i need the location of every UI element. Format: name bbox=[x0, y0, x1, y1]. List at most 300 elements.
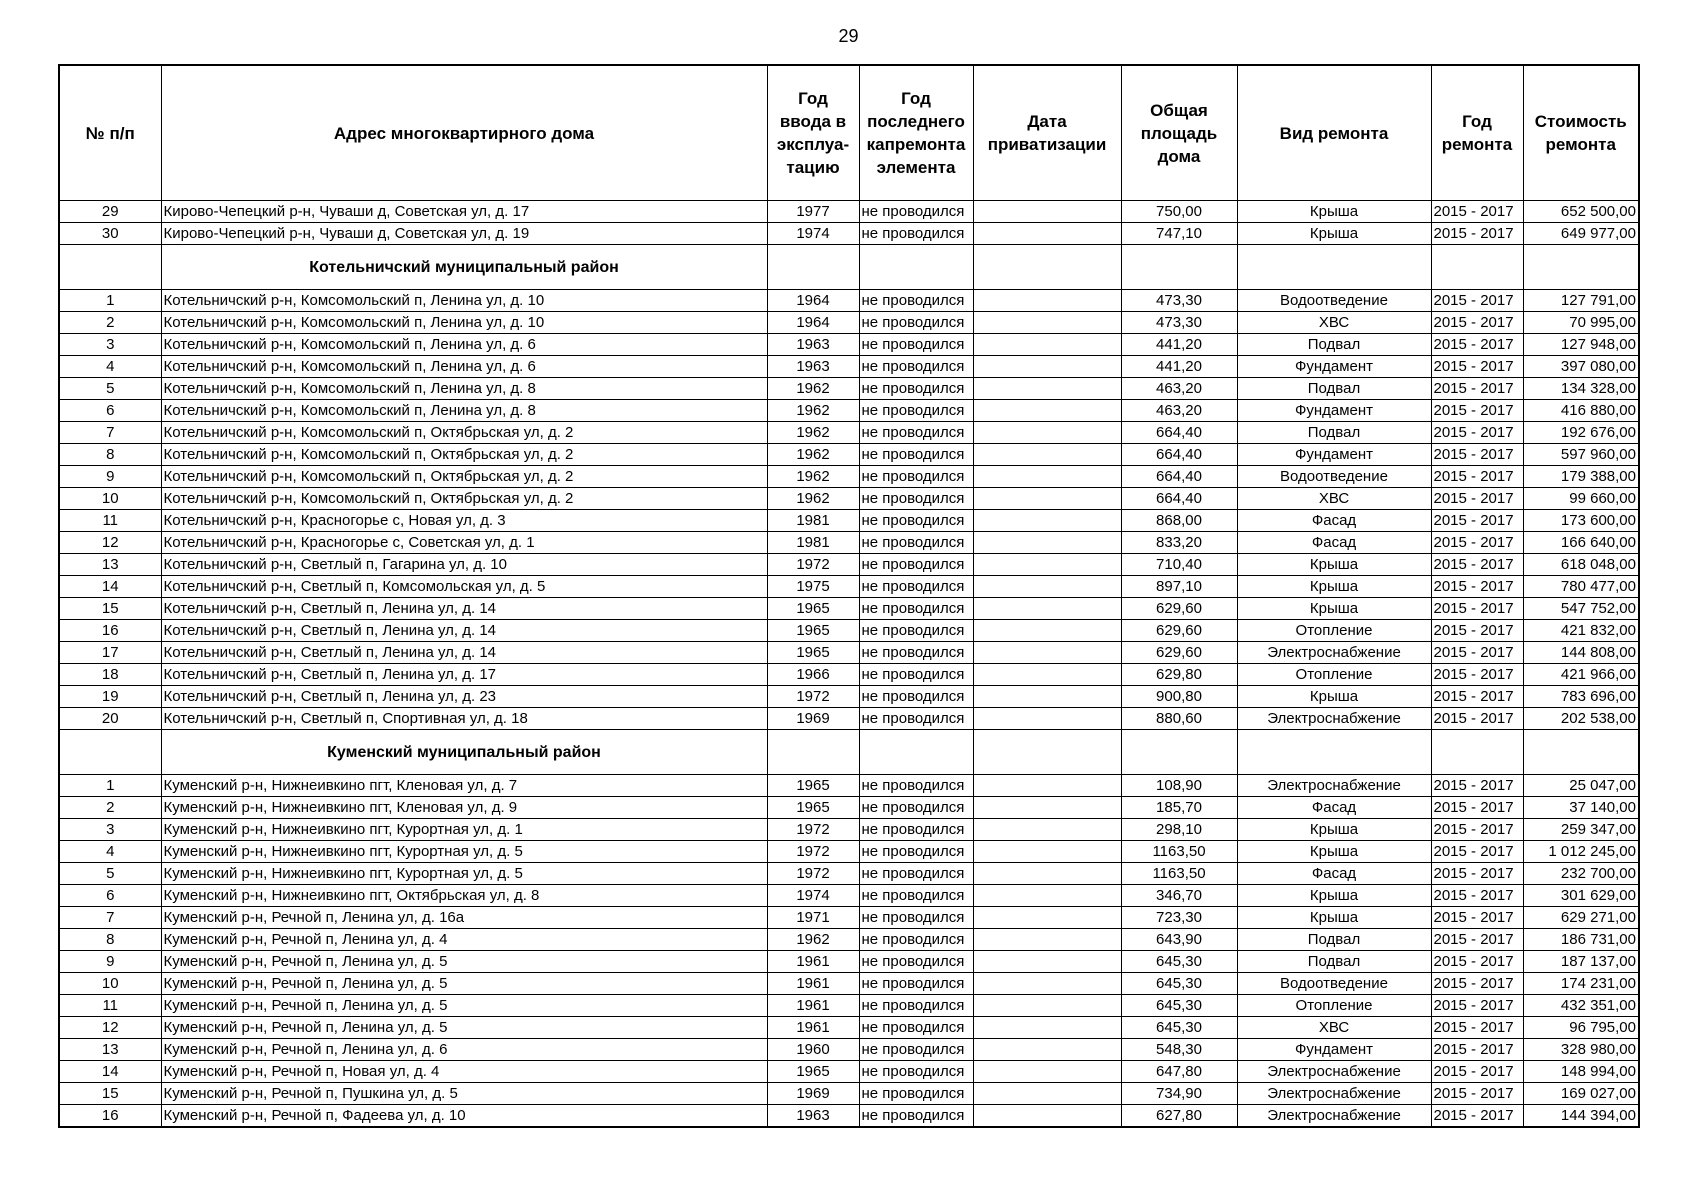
cell-repair-type: Электроснабжение bbox=[1237, 642, 1431, 664]
cell-address: Котельничский р-н, Красногорье с, Советская ул, д. 1 bbox=[161, 532, 767, 554]
section-empty-cell bbox=[859, 245, 973, 290]
cell-year: 1965 bbox=[767, 598, 859, 620]
cell-repair-type: Крыша bbox=[1237, 841, 1431, 863]
cell-year: 1981 bbox=[767, 510, 859, 532]
cell-address: Кирово-Чепецкий р-н, Чуваши д, Советская ул, д. 17 bbox=[161, 201, 767, 223]
cell-num: 1 bbox=[59, 290, 161, 312]
cell-area: 629,60 bbox=[1121, 598, 1237, 620]
cell-privatization bbox=[973, 1083, 1121, 1105]
cell-cost: 179 388,00 bbox=[1523, 466, 1639, 488]
cell-year: 1969 bbox=[767, 708, 859, 730]
cell-num: 18 bbox=[59, 664, 161, 686]
cell-repair-type: Отопление bbox=[1237, 664, 1431, 686]
cell-repair-type: Фасад bbox=[1237, 863, 1431, 885]
cell-repair-year: 2015 - 2017 bbox=[1431, 819, 1523, 841]
cell-area: 747,10 bbox=[1121, 223, 1237, 245]
cell-last-repair: не проводился bbox=[859, 510, 973, 532]
cell-num: 14 bbox=[59, 576, 161, 598]
section-header-row bbox=[59, 245, 1639, 290]
cell-privatization bbox=[973, 1039, 1121, 1061]
cell-year: 1964 bbox=[767, 312, 859, 334]
cell-last-repair: не проводился bbox=[859, 664, 973, 686]
cell-address: Котельничский р-н, Комсомольский п, Октябрьская ул, д. 2 bbox=[161, 422, 767, 444]
cell-cost: 652 500,00 bbox=[1523, 201, 1639, 223]
cell-num: 6 bbox=[59, 885, 161, 907]
section-empty-cell bbox=[973, 730, 1121, 775]
table-header-row bbox=[59, 65, 1639, 201]
cell-year: 1981 bbox=[767, 532, 859, 554]
cell-repair-year: 2015 - 2017 bbox=[1431, 598, 1523, 620]
cell-last-repair: не проводился bbox=[859, 312, 973, 334]
cell-year: 1961 bbox=[767, 995, 859, 1017]
cell-num: 8 bbox=[59, 929, 161, 951]
section-title: Куменский муниципальный район bbox=[161, 730, 767, 775]
cell-repair-year: 2015 - 2017 bbox=[1431, 554, 1523, 576]
cell-year: 1962 bbox=[767, 488, 859, 510]
cell-last-repair: не проводился bbox=[859, 466, 973, 488]
table-row bbox=[59, 686, 1639, 708]
section-empty-cell bbox=[59, 245, 161, 290]
cell-num: 12 bbox=[59, 1017, 161, 1039]
table-row bbox=[59, 312, 1639, 334]
cell-year: 1961 bbox=[767, 973, 859, 995]
section-empty-cell bbox=[767, 730, 859, 775]
cell-privatization bbox=[973, 642, 1121, 664]
cell-area: 463,20 bbox=[1121, 400, 1237, 422]
cell-privatization bbox=[973, 356, 1121, 378]
cell-area: 629,80 bbox=[1121, 664, 1237, 686]
cell-year: 1974 bbox=[767, 885, 859, 907]
cell-repair-year: 2015 - 2017 bbox=[1431, 334, 1523, 356]
cell-last-repair: не проводился bbox=[859, 422, 973, 444]
cell-repair-type: ХВС bbox=[1237, 1017, 1431, 1039]
cell-cost: 169 027,00 bbox=[1523, 1083, 1639, 1105]
cell-repair-year: 2015 - 2017 bbox=[1431, 356, 1523, 378]
section-empty-cell bbox=[973, 245, 1121, 290]
cell-num: 3 bbox=[59, 334, 161, 356]
cell-area: 346,70 bbox=[1121, 885, 1237, 907]
cell-year: 1962 bbox=[767, 378, 859, 400]
cell-cost: 301 629,00 bbox=[1523, 885, 1639, 907]
cell-num: 20 bbox=[59, 708, 161, 730]
table-row bbox=[59, 620, 1639, 642]
cell-year: 1965 bbox=[767, 642, 859, 664]
cell-area: 900,80 bbox=[1121, 686, 1237, 708]
table-row bbox=[59, 444, 1639, 466]
table-row bbox=[59, 1017, 1639, 1039]
cell-address: Котельничский р-н, Светлый п, Ленина ул, д. 14 bbox=[161, 598, 767, 620]
cell-year: 1964 bbox=[767, 290, 859, 312]
cell-year: 1965 bbox=[767, 775, 859, 797]
cell-address: Котельничский р-н, Светлый п, Гагарина ул, д. 10 bbox=[161, 554, 767, 576]
section-empty-cell bbox=[1431, 730, 1523, 775]
cell-repair-year: 2015 - 2017 bbox=[1431, 1105, 1523, 1128]
cell-cost: 144 394,00 bbox=[1523, 1105, 1639, 1128]
cell-num: 9 bbox=[59, 466, 161, 488]
cell-num: 19 bbox=[59, 686, 161, 708]
cell-num: 13 bbox=[59, 1039, 161, 1061]
cell-repair-type: Подвал bbox=[1237, 951, 1431, 973]
cell-year: 1975 bbox=[767, 576, 859, 598]
cell-last-repair: не проводился bbox=[859, 797, 973, 819]
cell-num: 4 bbox=[59, 841, 161, 863]
cell-privatization bbox=[973, 312, 1121, 334]
cell-address: Котельничский р-н, Светлый п, Ленина ул, д. 23 bbox=[161, 686, 767, 708]
cell-last-repair: не проводился bbox=[859, 1017, 973, 1039]
cell-area: 664,40 bbox=[1121, 444, 1237, 466]
cell-address: Куменский р-н, Речной п, Ленина ул, д. 5 bbox=[161, 973, 767, 995]
cell-address: Куменский р-н, Речной п, Новая ул, д. 4 bbox=[161, 1061, 767, 1083]
cell-address: Котельничский р-н, Светлый п, Спортивная ул, д. 18 bbox=[161, 708, 767, 730]
cell-address: Котельничский р-н, Комсомольский п, Ленина ул, д. 8 bbox=[161, 400, 767, 422]
cell-year: 1963 bbox=[767, 356, 859, 378]
cell-repair-type: Фундамент bbox=[1237, 400, 1431, 422]
cell-cost: 432 351,00 bbox=[1523, 995, 1639, 1017]
cell-address: Котельничский р-н, Комсомольский п, Ленина ул, д. 8 bbox=[161, 378, 767, 400]
cell-year: 1961 bbox=[767, 951, 859, 973]
cell-num: 2 bbox=[59, 312, 161, 334]
cell-privatization bbox=[973, 797, 1121, 819]
cell-year: 1960 bbox=[767, 1039, 859, 1061]
cell-last-repair: не проводился bbox=[859, 863, 973, 885]
cell-last-repair: не проводился bbox=[859, 819, 973, 841]
cell-cost: 547 752,00 bbox=[1523, 598, 1639, 620]
cell-privatization bbox=[973, 532, 1121, 554]
cell-repair-year: 2015 - 2017 bbox=[1431, 422, 1523, 444]
cell-year: 1965 bbox=[767, 1061, 859, 1083]
cell-privatization bbox=[973, 223, 1121, 245]
cell-cost: 421 966,00 bbox=[1523, 664, 1639, 686]
cell-num: 5 bbox=[59, 378, 161, 400]
cell-repair-type: Крыша bbox=[1237, 907, 1431, 929]
cell-repair-type: Водоотведение bbox=[1237, 973, 1431, 995]
cell-repair-type: Водоотведение bbox=[1237, 290, 1431, 312]
cell-privatization bbox=[973, 907, 1121, 929]
cell-address: Куменский р-н, Нижнеивкино пгт, Курортная ул, д. 5 bbox=[161, 841, 767, 863]
cell-privatization bbox=[973, 1061, 1121, 1083]
cell-area: 647,80 bbox=[1121, 1061, 1237, 1083]
cell-cost: 597 960,00 bbox=[1523, 444, 1639, 466]
cell-num: 14 bbox=[59, 1061, 161, 1083]
cell-repair-type: Фасад bbox=[1237, 510, 1431, 532]
header-address: Адрес многоквартирного дома bbox=[161, 65, 767, 201]
cell-repair-year: 2015 - 2017 bbox=[1431, 664, 1523, 686]
cell-num: 6 bbox=[59, 400, 161, 422]
cell-repair-year: 2015 - 2017 bbox=[1431, 708, 1523, 730]
cell-repair-type: Фундамент bbox=[1237, 1039, 1431, 1061]
cell-last-repair: не проводился bbox=[859, 598, 973, 620]
cell-last-repair: не проводился bbox=[859, 686, 973, 708]
cell-repair-type: Подвал bbox=[1237, 929, 1431, 951]
cell-num: 30 bbox=[59, 223, 161, 245]
table-row bbox=[59, 576, 1639, 598]
cell-privatization bbox=[973, 554, 1121, 576]
cell-repair-year: 2015 - 2017 bbox=[1431, 951, 1523, 973]
cell-address: Куменский р-н, Речной п, Ленина ул, д. 5 bbox=[161, 995, 767, 1017]
cell-cost: 37 140,00 bbox=[1523, 797, 1639, 819]
cell-cost: 421 832,00 bbox=[1523, 620, 1639, 642]
table-row bbox=[59, 664, 1639, 686]
cell-num: 15 bbox=[59, 1083, 161, 1105]
cell-cost: 127 791,00 bbox=[1523, 290, 1639, 312]
table-row bbox=[59, 775, 1639, 797]
cell-last-repair: не проводился bbox=[859, 290, 973, 312]
cell-repair-type: Подвал bbox=[1237, 378, 1431, 400]
cell-area: 897,10 bbox=[1121, 576, 1237, 598]
table-row bbox=[59, 598, 1639, 620]
cell-year: 1966 bbox=[767, 664, 859, 686]
cell-repair-year: 2015 - 2017 bbox=[1431, 444, 1523, 466]
cell-cost: 186 731,00 bbox=[1523, 929, 1639, 951]
table-row bbox=[59, 1039, 1639, 1061]
cell-num: 3 bbox=[59, 819, 161, 841]
cell-address: Куменский р-н, Речной п, Ленина ул, д. 5 bbox=[161, 1017, 767, 1039]
cell-area: 473,30 bbox=[1121, 290, 1237, 312]
cell-privatization bbox=[973, 995, 1121, 1017]
cell-area: 664,40 bbox=[1121, 488, 1237, 510]
cell-year: 1972 bbox=[767, 554, 859, 576]
cell-repair-type: Крыша bbox=[1237, 576, 1431, 598]
table-row bbox=[59, 995, 1639, 1017]
cell-repair-year: 2015 - 2017 bbox=[1431, 995, 1523, 1017]
cell-privatization bbox=[973, 1105, 1121, 1128]
section-header-row bbox=[59, 730, 1639, 775]
cell-address: Куменский р-н, Речной п, Пушкина ул, д. 5 bbox=[161, 1083, 767, 1105]
cell-year: 1972 bbox=[767, 819, 859, 841]
cell-year: 1962 bbox=[767, 466, 859, 488]
cell-last-repair: не проводился bbox=[859, 620, 973, 642]
cell-repair-type: Фасад bbox=[1237, 797, 1431, 819]
cell-last-repair: не проводился bbox=[859, 1083, 973, 1105]
cell-last-repair: не проводился bbox=[859, 378, 973, 400]
cell-repair-year: 2015 - 2017 bbox=[1431, 466, 1523, 488]
cell-area: 645,30 bbox=[1121, 973, 1237, 995]
cell-year: 1965 bbox=[767, 620, 859, 642]
cell-last-repair: не проводился bbox=[859, 973, 973, 995]
cell-num: 16 bbox=[59, 620, 161, 642]
section-title: Котельничский муниципальный район bbox=[161, 245, 767, 290]
cell-address: Куменский р-н, Нижнеивкино пгт, Кленовая ул, д. 7 bbox=[161, 775, 767, 797]
cell-privatization bbox=[973, 576, 1121, 598]
cell-repair-type: Электроснабжение bbox=[1237, 708, 1431, 730]
cell-repair-year: 2015 - 2017 bbox=[1431, 1061, 1523, 1083]
cell-repair-type: Электроснабжение bbox=[1237, 1083, 1431, 1105]
cell-privatization bbox=[973, 598, 1121, 620]
cell-repair-type: Крыша bbox=[1237, 554, 1431, 576]
cell-area: 664,40 bbox=[1121, 422, 1237, 444]
cell-privatization bbox=[973, 841, 1121, 863]
table-row bbox=[59, 1061, 1639, 1083]
cell-num: 11 bbox=[59, 995, 161, 1017]
cell-address: Котельничский р-н, Комсомольский п, Ленина ул, д. 6 bbox=[161, 356, 767, 378]
cell-repair-type: Фундамент bbox=[1237, 444, 1431, 466]
table-row bbox=[59, 201, 1639, 223]
cell-repair-year: 2015 - 2017 bbox=[1431, 973, 1523, 995]
cell-area: 734,90 bbox=[1121, 1083, 1237, 1105]
cell-repair-year: 2015 - 2017 bbox=[1431, 532, 1523, 554]
cell-address: Котельничский р-н, Светлый п, Ленина ул, д. 17 bbox=[161, 664, 767, 686]
header-repair-type: Вид ремонта bbox=[1237, 65, 1431, 201]
cell-num: 13 bbox=[59, 554, 161, 576]
cell-repair-year: 2015 - 2017 bbox=[1431, 201, 1523, 223]
cell-repair-type: Отопление bbox=[1237, 995, 1431, 1017]
cell-privatization bbox=[973, 400, 1121, 422]
cell-repair-type: Крыша bbox=[1237, 201, 1431, 223]
cell-address: Котельничский р-н, Комсомольский п, Ленина ул, д. 6 bbox=[161, 334, 767, 356]
cell-year: 1962 bbox=[767, 444, 859, 466]
cell-privatization bbox=[973, 973, 1121, 995]
table-row bbox=[59, 907, 1639, 929]
cell-repair-type: Электроснабжение bbox=[1237, 1061, 1431, 1083]
cell-year: 1974 bbox=[767, 223, 859, 245]
cell-cost: 202 538,00 bbox=[1523, 708, 1639, 730]
cell-cost: 148 994,00 bbox=[1523, 1061, 1639, 1083]
cell-last-repair: не проводился bbox=[859, 223, 973, 245]
cell-area: 548,30 bbox=[1121, 1039, 1237, 1061]
table-row bbox=[59, 797, 1639, 819]
cell-cost: 629 271,00 bbox=[1523, 907, 1639, 929]
cell-address: Котельничский р-н, Комсомольский п, Ленина ул, д. 10 bbox=[161, 290, 767, 312]
header-last-repair: Год последнего капремонта элемента bbox=[859, 65, 973, 201]
cell-last-repair: не проводился bbox=[859, 995, 973, 1017]
cell-last-repair: не проводился bbox=[859, 532, 973, 554]
header-area: Общая площадь дома bbox=[1121, 65, 1237, 201]
cell-privatization bbox=[973, 201, 1121, 223]
cell-area: 298,10 bbox=[1121, 819, 1237, 841]
section-empty-cell bbox=[59, 730, 161, 775]
cell-address: Куменский р-н, Нижнеивкино пгт, Кленовая ул, д. 9 bbox=[161, 797, 767, 819]
header-repair-year: Год ремонта bbox=[1431, 65, 1523, 201]
cell-address: Котельничский р-н, Комсомольский п, Октябрьская ул, д. 2 bbox=[161, 488, 767, 510]
cell-area: 868,00 bbox=[1121, 510, 1237, 532]
cell-repair-type: Крыша bbox=[1237, 686, 1431, 708]
table-row bbox=[59, 223, 1639, 245]
cell-repair-year: 2015 - 2017 bbox=[1431, 686, 1523, 708]
cell-privatization bbox=[973, 951, 1121, 973]
cell-num: 1 bbox=[59, 775, 161, 797]
cell-area: 723,30 bbox=[1121, 907, 1237, 929]
cell-cost: 618 048,00 bbox=[1523, 554, 1639, 576]
cell-num: 7 bbox=[59, 422, 161, 444]
table-row bbox=[59, 819, 1639, 841]
cell-cost: 397 080,00 bbox=[1523, 356, 1639, 378]
cell-privatization bbox=[973, 334, 1121, 356]
cell-area: 108,90 bbox=[1121, 775, 1237, 797]
section-empty-cell bbox=[1121, 245, 1237, 290]
cell-repair-year: 2015 - 2017 bbox=[1431, 885, 1523, 907]
cell-repair-type: Крыша bbox=[1237, 223, 1431, 245]
cell-area: 710,40 bbox=[1121, 554, 1237, 576]
cell-repair-year: 2015 - 2017 bbox=[1431, 863, 1523, 885]
cell-area: 645,30 bbox=[1121, 951, 1237, 973]
table-row bbox=[59, 400, 1639, 422]
cell-address: Котельничский р-н, Светлый п, Комсомольская ул, д. 5 bbox=[161, 576, 767, 598]
cell-repair-type: Крыша bbox=[1237, 598, 1431, 620]
table-row bbox=[59, 422, 1639, 444]
cell-privatization bbox=[973, 819, 1121, 841]
cell-year: 1962 bbox=[767, 422, 859, 444]
cell-cost: 259 347,00 bbox=[1523, 819, 1639, 841]
section-empty-cell bbox=[1431, 245, 1523, 290]
cell-year: 1972 bbox=[767, 863, 859, 885]
table-row bbox=[59, 466, 1639, 488]
cell-last-repair: не проводился bbox=[859, 1039, 973, 1061]
section-empty-cell bbox=[1523, 730, 1639, 775]
table-row bbox=[59, 708, 1639, 730]
cell-area: 645,30 bbox=[1121, 1017, 1237, 1039]
cell-num: 17 bbox=[59, 642, 161, 664]
cell-cost: 173 600,00 bbox=[1523, 510, 1639, 532]
cell-repair-year: 2015 - 2017 bbox=[1431, 223, 1523, 245]
cell-area: 627,80 bbox=[1121, 1105, 1237, 1128]
table-row bbox=[59, 290, 1639, 312]
cell-address: Котельничский р-н, Комсомольский п, Октябрьская ул, д. 2 bbox=[161, 444, 767, 466]
table-row bbox=[59, 973, 1639, 995]
cell-last-repair: не проводился bbox=[859, 775, 973, 797]
cell-year: 1965 bbox=[767, 797, 859, 819]
cell-address: Котельничский р-н, Светлый п, Ленина ул, д. 14 bbox=[161, 642, 767, 664]
cell-cost: 127 948,00 bbox=[1523, 334, 1639, 356]
cell-year: 1961 bbox=[767, 1017, 859, 1039]
cell-address: Куменский р-н, Речной п, Ленина ул, д. 4 bbox=[161, 929, 767, 951]
header-num: № п/п bbox=[59, 65, 161, 201]
cell-year: 1969 bbox=[767, 1083, 859, 1105]
cell-privatization bbox=[973, 290, 1121, 312]
table-row bbox=[59, 510, 1639, 532]
cell-area: 643,90 bbox=[1121, 929, 1237, 951]
cell-area: 1163,50 bbox=[1121, 863, 1237, 885]
cell-num: 12 bbox=[59, 532, 161, 554]
cell-area: 185,70 bbox=[1121, 797, 1237, 819]
cell-num: 10 bbox=[59, 973, 161, 995]
cell-privatization bbox=[973, 686, 1121, 708]
cell-privatization bbox=[973, 378, 1121, 400]
cell-repair-type: ХВС bbox=[1237, 312, 1431, 334]
section-empty-cell bbox=[1237, 245, 1431, 290]
cell-num: 5 bbox=[59, 863, 161, 885]
cell-num: 16 bbox=[59, 1105, 161, 1128]
table-row bbox=[59, 488, 1639, 510]
cell-area: 750,00 bbox=[1121, 201, 1237, 223]
table-row bbox=[59, 951, 1639, 973]
cell-repair-year: 2015 - 2017 bbox=[1431, 775, 1523, 797]
cell-cost: 328 980,00 bbox=[1523, 1039, 1639, 1061]
section-empty-cell bbox=[1523, 245, 1639, 290]
cell-address: Куменский р-н, Нижнеивкино пгт, Курортная ул, д. 1 bbox=[161, 819, 767, 841]
table-row bbox=[59, 885, 1639, 907]
cell-area: 629,60 bbox=[1121, 620, 1237, 642]
cell-area: 441,20 bbox=[1121, 356, 1237, 378]
cell-area: 473,30 bbox=[1121, 312, 1237, 334]
cell-privatization bbox=[973, 885, 1121, 907]
cell-year: 1962 bbox=[767, 929, 859, 951]
cell-address: Котельничский р-н, Комсомольский п, Октябрьская ул, д. 2 bbox=[161, 466, 767, 488]
table-row bbox=[59, 1083, 1639, 1105]
cell-address: Куменский р-н, Речной п, Ленина ул, д. 6 bbox=[161, 1039, 767, 1061]
cell-repair-year: 2015 - 2017 bbox=[1431, 841, 1523, 863]
section-empty-cell bbox=[1237, 730, 1431, 775]
cell-privatization bbox=[973, 664, 1121, 686]
cell-address: Куменский р-н, Речной п, Фадеева ул, д. 10 bbox=[161, 1105, 767, 1128]
cell-repair-year: 2015 - 2017 bbox=[1431, 1083, 1523, 1105]
cell-privatization bbox=[973, 775, 1121, 797]
cell-last-repair: не проводился bbox=[859, 642, 973, 664]
cell-repair-type: Электроснабжение bbox=[1237, 1105, 1431, 1128]
table-row bbox=[59, 929, 1639, 951]
cell-address: Котельничский р-н, Комсомольский п, Ленина ул, д. 10 bbox=[161, 312, 767, 334]
cell-privatization bbox=[973, 444, 1121, 466]
cell-area: 645,30 bbox=[1121, 995, 1237, 1017]
